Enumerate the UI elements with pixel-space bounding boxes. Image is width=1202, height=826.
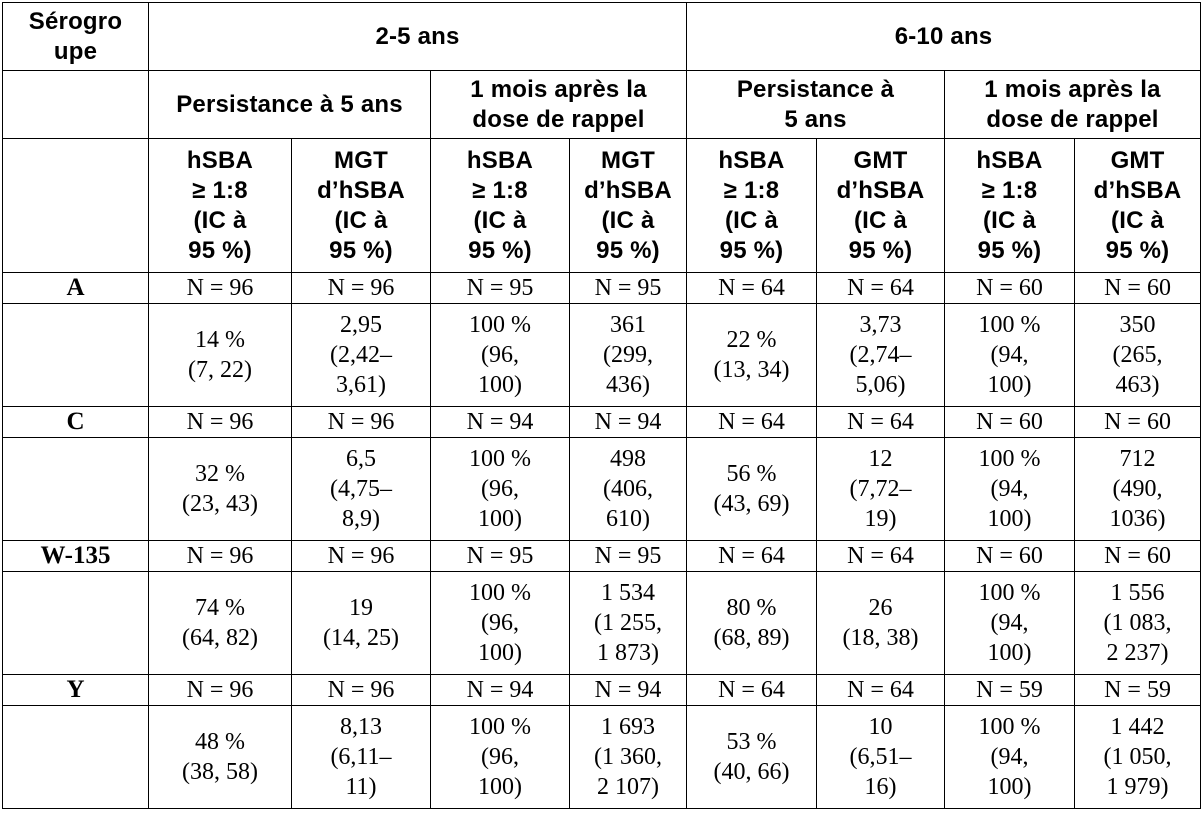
serogroup-label: A (3, 273, 149, 304)
value-line: 22 % (726, 327, 777, 353)
age-group-header: 6-10 ans (687, 3, 1201, 71)
value-line: (14, 25) (323, 625, 399, 651)
serogroup-label: W-135 (3, 541, 149, 572)
value-line: (265, (1112, 342, 1163, 368)
value-line: (94, (990, 610, 1029, 636)
value-line: (96, (481, 610, 519, 636)
measure-header-line: ≥ 1:8 (981, 176, 1038, 204)
header-row-age-groups (3, 3, 1201, 71)
sample-size-cell: N = 94 (431, 407, 570, 438)
sample-size-cell: N = 64 (687, 273, 817, 304)
value-line: 16) (864, 774, 897, 800)
value-line: 1 979) (1106, 774, 1169, 800)
value-line: 1 442 (1110, 714, 1165, 740)
value-line: 6,5 (346, 446, 376, 472)
subgroup-header-line: dose de rappel (472, 105, 645, 133)
sample-size-cell: N = 95 (570, 273, 687, 304)
value-line: 100) (987, 774, 1032, 800)
value-line: 3,61) (336, 372, 386, 398)
value-line: 74 % (195, 595, 245, 621)
measure-header (1075, 139, 1201, 273)
value-cell (1075, 438, 1201, 541)
value-line: 100 % (978, 580, 1041, 606)
measure-header-line: (IC à (1111, 206, 1165, 234)
sample-size-cell: N = 60 (1075, 541, 1201, 572)
value-line: 1 693 (601, 714, 655, 740)
value-cell (570, 438, 687, 541)
sample-size-cell: N = 64 (687, 675, 817, 706)
value-line: 100) (987, 640, 1032, 666)
serogroup-results-table (2, 2, 1201, 809)
value-line: 2 237) (1106, 640, 1169, 666)
value-line: 100 % (469, 312, 531, 338)
sample-size-cell: N = 96 (292, 273, 431, 304)
value-line: 100) (478, 506, 522, 532)
value-cell (431, 572, 570, 675)
value-line: 100 % (978, 714, 1041, 740)
value-line: 2 107) (597, 774, 659, 800)
value-cell (149, 706, 292, 809)
serogroup-label: Y (3, 675, 149, 706)
sample-size-cell: N = 59 (945, 675, 1075, 706)
value-cell (817, 304, 945, 407)
sample-size-cell: N = 94 (570, 407, 687, 438)
sample-size-cell: N = 60 (945, 273, 1075, 304)
measure-header-line: (IC à (334, 206, 388, 234)
value-line: 463) (1115, 372, 1160, 398)
corner-line-1: Sérogro (28, 7, 123, 35)
sample-size-cell: N = 64 (817, 407, 945, 438)
value-cell (149, 438, 292, 541)
subgroup-header (431, 71, 687, 139)
value-line: (18, 38) (842, 625, 919, 651)
value-cell (945, 572, 1075, 675)
value-row (3, 572, 1201, 675)
measure-header (431, 139, 570, 273)
value-line: (68, 89) (713, 625, 790, 651)
measure-header-line: 95 %) (596, 236, 660, 264)
value-cell (945, 304, 1075, 407)
sample-size-cell: N = 94 (570, 675, 687, 706)
value-line: 48 % (195, 729, 245, 755)
value-cell (1075, 572, 1201, 675)
measure-header-line: 95 %) (468, 236, 532, 264)
value-line: 32 % (195, 461, 245, 487)
sample-size-cell: N = 64 (687, 541, 817, 572)
measure-header-line: (IC à (982, 206, 1036, 234)
empty-cell (3, 706, 149, 809)
sample-size-cell: N = 96 (292, 541, 431, 572)
measure-header-line: d’hSBA (1093, 176, 1182, 204)
empty-cell (3, 438, 149, 541)
value-cell (945, 706, 1075, 809)
measure-header-line: (IC à (724, 206, 778, 234)
value-line: 80 % (726, 595, 777, 621)
n-row (3, 273, 1201, 304)
value-line: (40, 66) (713, 759, 790, 785)
value-line: (2,74– (849, 342, 912, 368)
sample-size-cell: N = 95 (431, 541, 570, 572)
value-line: 610) (606, 506, 650, 532)
value-cell (817, 572, 945, 675)
value-line: (13, 34) (713, 357, 790, 383)
value-line: 100 % (469, 580, 531, 606)
sample-size-cell: N = 60 (1075, 407, 1201, 438)
measure-header-line: GMT (853, 146, 908, 174)
value-line: 1 534 (601, 580, 655, 606)
value-line: 361 (610, 312, 646, 338)
sample-size-cell: N = 96 (149, 541, 292, 572)
value-line: (490, (1112, 476, 1163, 502)
value-line: (43, 69) (713, 491, 790, 517)
measure-header-line: (IC à (473, 206, 527, 234)
value-cell (570, 304, 687, 407)
value-line: 436) (606, 372, 650, 398)
sample-size-cell: N = 64 (817, 541, 945, 572)
measure-header-line: (IC à (193, 206, 247, 234)
serogroup-label: C (3, 407, 149, 438)
measure-header-line: d’hSBA (836, 176, 925, 204)
value-line: 100 % (978, 312, 1041, 338)
value-line: (94, (990, 744, 1029, 770)
value-line: 56 % (726, 461, 777, 487)
value-line: 100) (478, 640, 522, 666)
value-line: 1 556 (1110, 580, 1165, 606)
value-cell (570, 706, 687, 809)
value-cell (1075, 706, 1201, 809)
value-line: (38, 58) (182, 759, 258, 785)
value-line: (1 360, (594, 744, 662, 770)
sample-size-cell: N = 95 (570, 541, 687, 572)
sample-size-cell: N = 96 (292, 407, 431, 438)
measure-header (570, 139, 687, 273)
value-line: (7, 22) (188, 357, 252, 383)
value-line: (1 083, (1103, 610, 1172, 636)
sample-size-cell: N = 64 (687, 407, 817, 438)
empty-cell (3, 71, 149, 139)
value-line: 100) (987, 372, 1032, 398)
measure-header-line: ≥ 1:8 (472, 176, 528, 204)
subgroup-header (687, 71, 945, 139)
empty-cell (3, 139, 149, 273)
value-cell (687, 572, 817, 675)
value-line: (406, (603, 476, 653, 502)
value-cell (945, 438, 1075, 541)
value-line: 19) (864, 506, 897, 532)
n-row (3, 407, 1201, 438)
measure-header-line: 95 %) (848, 236, 913, 264)
measure-header-line: hSBA (466, 146, 534, 174)
sample-size-cell: N = 96 (149, 675, 292, 706)
value-line: 14 % (195, 327, 245, 353)
value-cell (570, 572, 687, 675)
measure-header-line: MGT (334, 146, 388, 174)
value-cell (687, 438, 817, 541)
value-row (3, 706, 1201, 809)
measure-header-line: hSBA (976, 146, 1043, 174)
subgroup-header-line: Persistance à (736, 75, 895, 103)
value-line: (1 050, (1103, 744, 1172, 770)
header-row-measures (3, 139, 1201, 273)
measure-header-line: (IC à (601, 206, 655, 234)
value-row (3, 304, 1201, 407)
value-line: 100 % (978, 446, 1041, 472)
value-line: (299, (603, 342, 653, 368)
value-line: 1036) (1109, 506, 1166, 532)
value-line: 2,95 (340, 312, 382, 338)
value-line: (6,11– (330, 744, 392, 770)
value-line: 5,06) (855, 372, 906, 398)
value-line: (96, (481, 342, 519, 368)
value-line: 712 (1119, 446, 1156, 472)
value-cell (431, 438, 570, 541)
subgroup-header-line: dose de rappel (986, 105, 1159, 133)
value-line: 12 (868, 446, 893, 472)
n-row (3, 675, 1201, 706)
value-cell (687, 304, 817, 407)
value-line: 53 % (726, 729, 777, 755)
value-cell (292, 572, 431, 675)
value-cell (817, 438, 945, 541)
measure-header (687, 139, 817, 273)
value-line: (94, (990, 476, 1029, 502)
value-line: (23, 43) (182, 491, 258, 517)
sample-size-cell: N = 60 (945, 541, 1075, 572)
value-line: 8,13 (340, 714, 382, 740)
value-cell (431, 304, 570, 407)
value-cell (149, 572, 292, 675)
sample-size-cell: N = 96 (149, 407, 292, 438)
value-cell (1075, 304, 1201, 407)
subgroup-header-line: 1 mois après la (470, 75, 647, 103)
value-line: 498 (610, 446, 646, 472)
corner-line-2: upe (53, 37, 98, 65)
value-line: 100) (478, 774, 522, 800)
value-line: 26 (868, 595, 893, 621)
sample-size-cell: N = 59 (1075, 675, 1201, 706)
measure-header-line: ≥ 1:8 (723, 176, 780, 204)
value-row (3, 438, 1201, 541)
value-line: 100 % (469, 714, 531, 740)
value-line: 350 (1119, 312, 1156, 338)
value-cell (292, 706, 431, 809)
value-line: 100 % (469, 446, 531, 472)
value-cell (149, 304, 292, 407)
header-row-subgroups (3, 71, 1201, 139)
value-cell (292, 304, 431, 407)
sample-size-cell: N = 60 (1075, 273, 1201, 304)
subgroup-header-line: 5 ans (784, 105, 847, 133)
measure-header (817, 139, 945, 273)
measure-header (945, 139, 1075, 273)
value-line: 19 (349, 595, 373, 621)
value-line: (4,75– (330, 476, 392, 502)
measure-header (292, 139, 431, 273)
measure-header-line: 95 %) (977, 236, 1042, 264)
value-line: (6,51– (849, 744, 912, 770)
value-line: 8,9) (342, 506, 380, 532)
value-line: (96, (481, 476, 519, 502)
value-cell (431, 706, 570, 809)
value-cell (687, 706, 817, 809)
measure-header-line: ≥ 1:8 (192, 176, 248, 204)
measure-header-line: d’hSBA (584, 176, 672, 204)
value-cell (292, 438, 431, 541)
age-group-header: 2-5 ans (149, 3, 687, 71)
subgroup-header-line: 1 mois après la (984, 75, 1161, 103)
subgroup-header-line: Persistance à 5 ans (176, 90, 403, 118)
value-line: (7,72– (849, 476, 912, 502)
sample-size-cell: N = 64 (817, 273, 945, 304)
sample-size-cell: N = 96 (292, 675, 431, 706)
value-line: (96, (481, 744, 519, 770)
value-line: (94, (990, 342, 1029, 368)
measure-header (149, 139, 292, 273)
measure-header-line: (IC à (853, 206, 907, 234)
measure-header-line: hSBA (718, 146, 785, 174)
measure-header-line: 95 %) (719, 236, 784, 264)
measure-header-line: 95 %) (329, 236, 393, 264)
value-line: 11) (345, 774, 377, 800)
n-row (3, 541, 1201, 572)
measure-header-line: MGT (601, 146, 655, 174)
empty-cell (3, 304, 149, 407)
sample-size-cell: N = 96 (149, 273, 292, 304)
subgroup-header (149, 71, 431, 139)
value-line: (2,42– (330, 342, 392, 368)
measure-header-line: 95 %) (1105, 236, 1170, 264)
value-line: 1 873) (597, 640, 659, 666)
value-cell (817, 706, 945, 809)
value-line: (64, 82) (182, 625, 258, 651)
measure-header-line: 95 %) (188, 236, 252, 264)
value-line: 10 (868, 714, 893, 740)
sample-size-cell: N = 60 (945, 407, 1075, 438)
subgroup-header (945, 71, 1201, 139)
sample-size-cell: N = 94 (431, 675, 570, 706)
value-line: (1 255, (594, 610, 662, 636)
empty-cell (3, 572, 149, 675)
sample-size-cell: N = 95 (431, 273, 570, 304)
measure-header-line: GMT (1110, 146, 1165, 174)
corner-header-serogroup (3, 3, 149, 71)
value-line: 3,73 (859, 312, 902, 338)
value-line: 100) (987, 506, 1032, 532)
measure-header-line: hSBA (186, 146, 254, 174)
measure-header-line: d’hSBA (317, 176, 405, 204)
sample-size-cell: N = 64 (817, 675, 945, 706)
value-line: 100) (478, 372, 522, 398)
